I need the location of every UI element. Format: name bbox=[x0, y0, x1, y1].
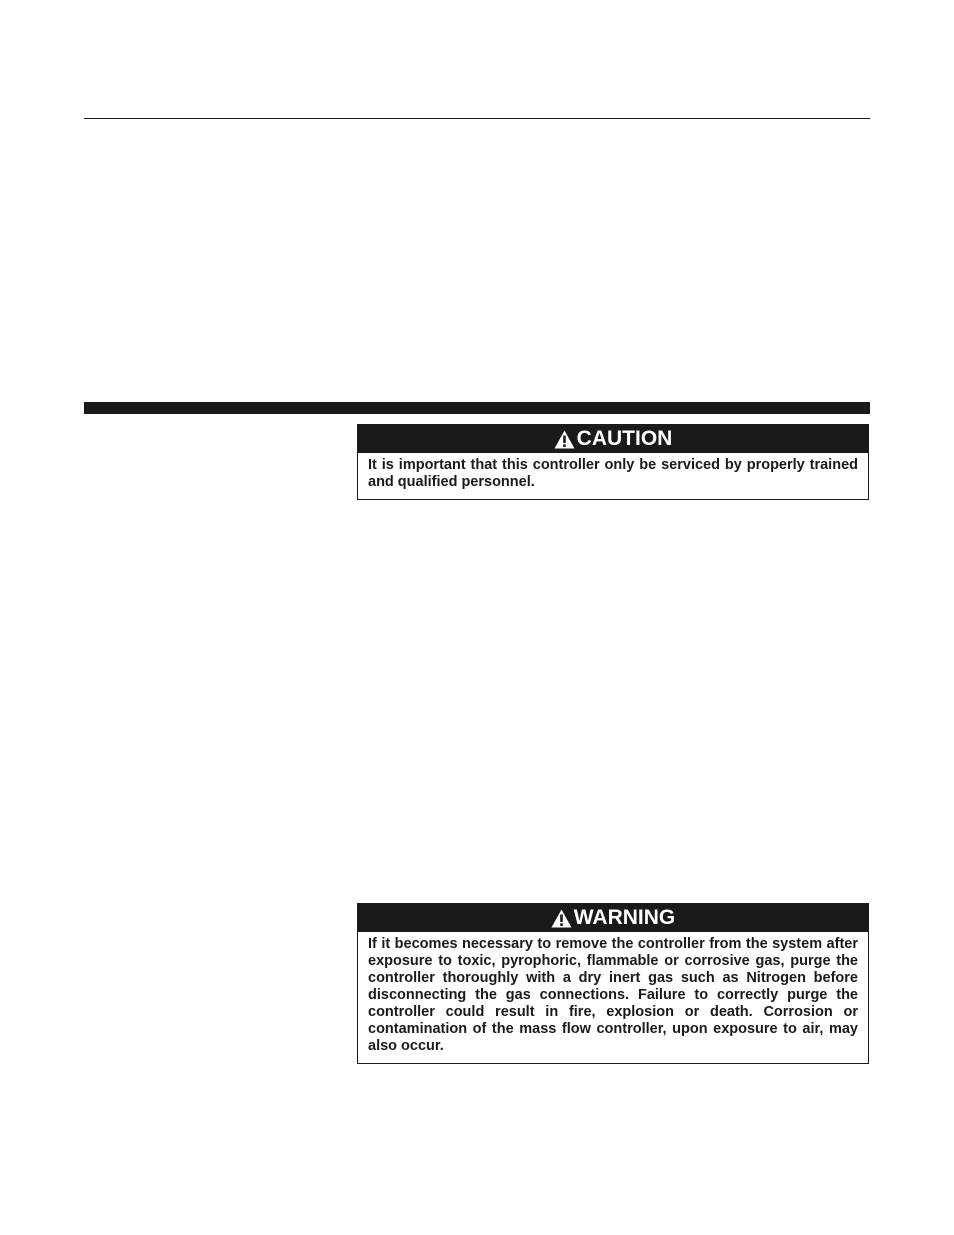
warning-title: WARNING bbox=[573, 906, 676, 929]
caution-notice bbox=[357, 424, 869, 500]
warning-triangle-icon bbox=[554, 430, 575, 449]
caution-header bbox=[358, 425, 868, 453]
warning-notice bbox=[357, 903, 869, 1064]
caution-title: CAUTION bbox=[576, 427, 673, 450]
warning-triangle-icon bbox=[551, 909, 572, 928]
warning-text: If it becomes necessary to remove the controller from the system after exposure to toxic, pyrophoric, flammable or corrosive gas, purge the controller thoroughly with a dry inert gas such as Nitrogen before disconnecting the gas connections. Failure to correctly purge the controller could result in fire, explosion or death. Corrosion or contamination of the mass flow controller, upon exposure to air, may also occur. bbox=[368, 936, 858, 1054]
warning-header bbox=[358, 904, 868, 932]
caution-text: It is important that this controller only be serviced by properly trained and qualified personnel. bbox=[368, 457, 858, 490]
section-divider-bar bbox=[84, 402, 870, 414]
header-rule bbox=[84, 118, 870, 119]
